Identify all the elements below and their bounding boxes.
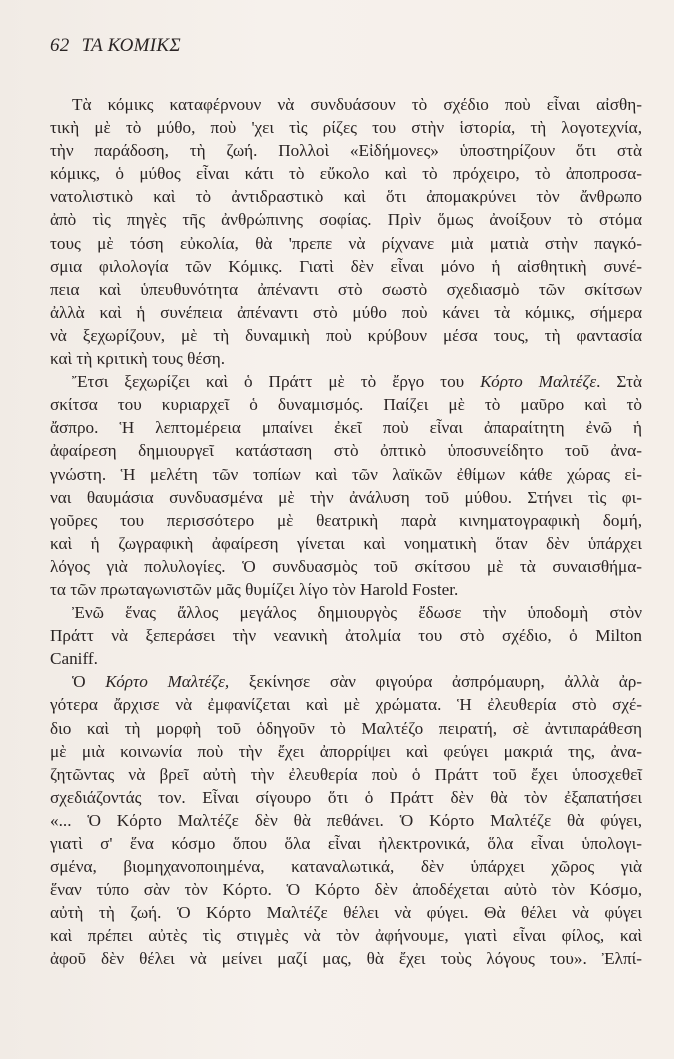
running-head: [50, 35, 181, 57]
text-line: νατολιστικὸ καὶ τὸ ἀντιδραστικὸ καὶ ὅτι ἀπομακρύνει τὸν ἄνθρωπο: [50, 187, 642, 207]
text-line: «... Ὁ Κόρτο Μαλτέζε δὲν θὰ πεθάνει. Ὁ Κόρτο Μαλτέζε θὰ φύγει,: [50, 810, 642, 830]
text-line: ἕναν τύπο σὰν τὸν Κόρτο. Ὁ Κόρτο δὲν ἀποδέχεται αὐτὸ τὸν Κόσμο,: [50, 880, 642, 900]
text-line: τικὴ μὲ τὸ μύθο, ποὺ 'χει τὶς ρίζες του στὴν ἱστορία, τὴ λογοτεχνία,: [50, 118, 642, 138]
text-line: ζητῶντας νὰ βρεῖ αὐτὴ τὴν ἐλευθερία ποὺ ὁ Πράττ τοῦ ἔχει ὑποσχεθεῖ: [50, 764, 642, 784]
text-line: γιατὶ σ' ἕνα κόσμο ὅπου ὅλα εἶναι ἠλεκτρονικά, ὅλα εἶναι ὑπολογι-: [50, 834, 642, 853]
page-number: 62: [50, 35, 70, 56]
paragraph: [50, 601, 642, 670]
text-run: . Στὰ: [596, 372, 642, 392]
text-line: διο καὶ τὴ μορφὴ τοῦ ὁδηγοῦν τὸ Μαλτέζο πειρατή, σὲ ἀντιπαράθεση: [50, 718, 642, 738]
running-title: ΤΑ ΚΟΜΙΚΣ: [81, 35, 181, 56]
text-line: λόγος γιὰ πολυλογίες. Ὁ συνδυασμὸς τοῦ σκίτσου μὲ τὰ συναισθήμα-: [50, 556, 642, 576]
text-line: μὲ μιὰ κοινωνία ποὺ τὴν ἔχει ἀπορρίψει καὶ φεύγει μακριά της, ἀνα-: [50, 741, 642, 761]
text-run: Ἔτσι ξεχωρίζει καὶ ὁ Πράττ μὲ τὸ ἔργο του: [72, 372, 481, 392]
text-line: Πράττ νὰ ξεπεράσει τὴν νεανικὴ ἀτολμία του στὸ σχέδιο, ὁ Milton: [50, 626, 642, 646]
text-line: σμένα, βιομηχανοποιημένα, καταναλωτικά, δὲν ὑπάρχει χῶρος γιὰ: [50, 857, 642, 877]
text-line: ἀλλὰ καὶ ἡ συνέπεια ἀπέναντι στὸ μύθο ποὺ κάνει τὰ κόμικς, σήμερα: [50, 302, 642, 322]
text-line: [50, 370, 642, 393]
text-line: ναι θαυμάσια συνδυασμένα μὲ τὴν ἀνάλυση τοῦ μύθου. Στήνει τὶς φι-: [50, 487, 642, 507]
text-line: Caniff.: [50, 649, 98, 669]
paragraph: [50, 370, 642, 601]
paragraph: [50, 670, 642, 970]
text-line: ἀφαίρεση δημιουργεῖ κατάσταση στὸ ὀπτικὸ ὑποσυνείδητο τοῦ ἀνα-: [50, 441, 642, 461]
body-text: [50, 93, 642, 971]
text-line: σχεδιάζοντάς τον. Εἶναι σίγουρο ὅτι ὁ Πράττ δὲν θὰ τὸν ἐξαπατήσει: [50, 787, 642, 807]
text-line: καὶ τὴ κριτικὴ τους θέση.: [50, 349, 226, 369]
italic-title: Κόρτο Μαλτέζε: [480, 372, 597, 392]
text-line: κόμικς, ὁ μύθος εἶναι κάτι τὸ εὔκολο καὶ τὸ πρόχειρο, τὸ ἀποπροσα-: [50, 164, 642, 184]
text-line: ἄσπρο. Ἡ λεπτομέρεια μπαίνει ἐκεῖ ποὺ εἶναι ἀπαραίτητη ἐνῶ ἡ: [50, 418, 642, 438]
text-line: σμια φιλολογία τῶν Κόμικς. Γιατὶ δὲν εἶναι μόνο ἡ αἰσθητικὴ συνέ-: [50, 256, 642, 276]
italic-title: Κόρτο Μαλτέζε,: [105, 672, 230, 692]
text-line: τους μὲ τόση εὐκολία, θὰ 'πρεπε νὰ ρίχνανε μιὰ ματιὰ στὴν παγκό-: [50, 233, 642, 253]
text-line: ἀπὸ τὶς πηγὲς τῆς ἀνθρώπινης σοφίας. Πρὶν ὅμως ἀνοίξουν τὸ στόμα: [50, 210, 642, 230]
paragraph: [50, 93, 642, 370]
text-run: Ὁ: [72, 672, 106, 692]
text-line: γότερα ἄρχισε νὰ ἐμφανίζεται καὶ μὲ χρώματα. Ἡ ἐλευθερία στὸ σχέ-: [50, 695, 642, 715]
text-run: ξεκίνησε σὰν φιγούρα ἀσπρόμαυρη, ἀλλὰ ἀρ-: [229, 672, 642, 692]
text-line: νὰ ξεχωρίζουν, μὲ τὴ δυναμικὴ ποὺ κρύβουν μέσα τους, τὴ φαντασία: [50, 325, 642, 345]
text-line: Ἐνῶ ἕνας ἄλλος μεγάλος δημιουργὸς ἔδωσε τὴν ὑποδομὴ στὸν: [72, 603, 642, 623]
text-line: τα τῶν πρωταγωνιστῶν μᾶς θυμίζει λίγο τὸν Harold Foster.: [50, 579, 459, 599]
text-line: καὶ ἡ ζωγραφικὴ ἀφαίρεση γίνεται καὶ νοηματικὴ ὅταν δὲν ὑπάρχει: [50, 533, 642, 553]
text-line: γοῦρες του περισσότερο μὲ θεατρικὴ παρὰ κινηματογραφικὴ δομή,: [50, 510, 642, 530]
text-line: σκίτσα του κυριαρχεῖ ὁ δυναμισμός. Παίζει μὲ τὸ μαῦρο καὶ τὸ: [50, 395, 642, 415]
text-line: αὐτὴ τὴ ζωή. Ὁ Κόρτο Μαλτέζε θέλει νὰ φύγει. Θὰ θέλει νὰ φύγει: [50, 903, 642, 923]
text-line: ἀφοῦ δὲν θέλει νὰ μείνει μαζί μας, θὰ ἔχει τοὺς λόγους του». Ἐλπί-: [50, 949, 642, 969]
text-line: γνώστη. Ἡ μελέτη τῶν τοπίων καὶ τῶν λαϊκῶν ἐθίμων κάθε χώρας εἰ-: [50, 464, 642, 484]
text-line: [50, 670, 642, 693]
text-line: τὴν παράδοση, τὴ ζωή. Πολλοὶ «Εἰδήμονες» ὑποστηρίζουν ὅτι στὰ: [50, 141, 642, 161]
text-line: καὶ πρέπει αὐτὲς τὶς στιγμὲς νὰ τὸν ἀφήνουμε, γιατὶ εἶναι φίλος, καὶ: [50, 926, 642, 946]
text-line: πεια καὶ ὑπευθυνότητα ἀπέναντι στὸ σωστὸ σχεδιασμὸ τῶν σκίτσων: [50, 279, 642, 299]
text-line: Τὰ κόμικς καταφέρνουν νὰ συνδυάσουν τὸ σχέδιο ποὺ εἶναι αἰσθη-: [72, 95, 642, 114]
